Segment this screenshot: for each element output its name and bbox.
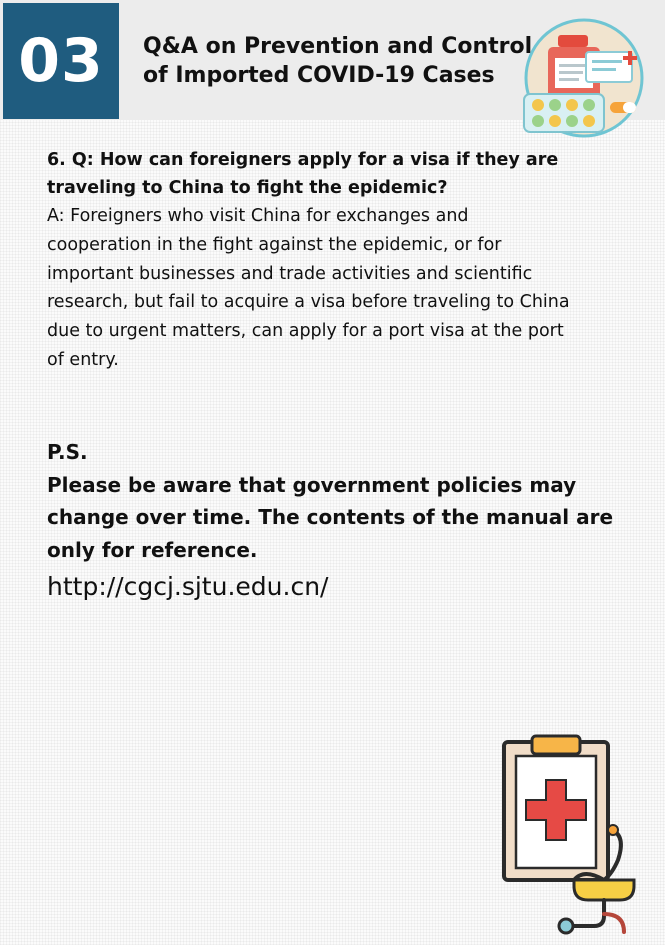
page-title-line-1: Q&A on Prevention and Control	[143, 34, 533, 59]
website-link[interactable]: http://cgcj.sjtu.edu.cn/	[47, 572, 329, 601]
qa-section	[47, 146, 637, 375]
page-title-line-2: of Imported COVID-19 Cases	[143, 63, 495, 88]
pill	[583, 99, 595, 111]
pill	[566, 115, 578, 127]
section-number: 03	[3, 3, 119, 119]
medicine-bottle-pills-icon	[518, 18, 648, 140]
ps-notice-line: change over time. The contents of the manual are	[47, 505, 614, 529]
stethoscope-chest-piece	[574, 880, 634, 900]
bottle-cap	[558, 35, 588, 47]
stethoscope-stem	[570, 900, 604, 926]
answer	[47, 202, 637, 375]
question	[47, 146, 637, 202]
ps-notice	[47, 469, 637, 567]
clipboard-clip	[532, 736, 580, 754]
answer-line: research, but fail to acquire a visa before traveling to China	[47, 292, 570, 313]
pill	[549, 99, 561, 111]
ps-notice-line: only for reference.	[47, 537, 258, 562]
pill	[549, 115, 561, 127]
answer-line: due to urgent matters, can apply for a port visa at the port	[47, 321, 564, 342]
ps-heading: P.S.	[47, 440, 88, 464]
ps-section	[47, 436, 637, 606]
question-line: 6. Q: How can foreigners apply for a visa if they are	[47, 150, 559, 170]
capsule-half	[623, 102, 636, 113]
ps-notice-line: Please be aware that government policies may	[47, 472, 577, 497]
note-card-line	[592, 60, 622, 63]
answer-line: A: Foreigners who visit China for exchanges and	[47, 206, 469, 226]
page-title	[143, 32, 543, 90]
answer-line: important businesses and trade activities and scientific	[47, 263, 533, 284]
stethoscope-earpiece	[608, 825, 618, 835]
pill	[532, 115, 544, 127]
pill	[566, 99, 578, 111]
pill	[583, 115, 595, 127]
clipboard-stethoscope-icon	[494, 730, 639, 935]
question-line: traveling to China to fight the epidemic?	[47, 178, 448, 198]
bottle-label-line	[559, 64, 587, 67]
bottle-label-line	[559, 78, 579, 81]
stethoscope-diaphragm	[559, 919, 573, 933]
stethoscope-hose	[604, 914, 624, 932]
note-card-line	[592, 68, 616, 71]
answer-line: cooperation in the fight against the epidemic, or for	[47, 234, 502, 255]
pill	[532, 99, 544, 111]
bottle-label-line	[559, 71, 583, 74]
answer-line: of entry.	[47, 349, 119, 370]
